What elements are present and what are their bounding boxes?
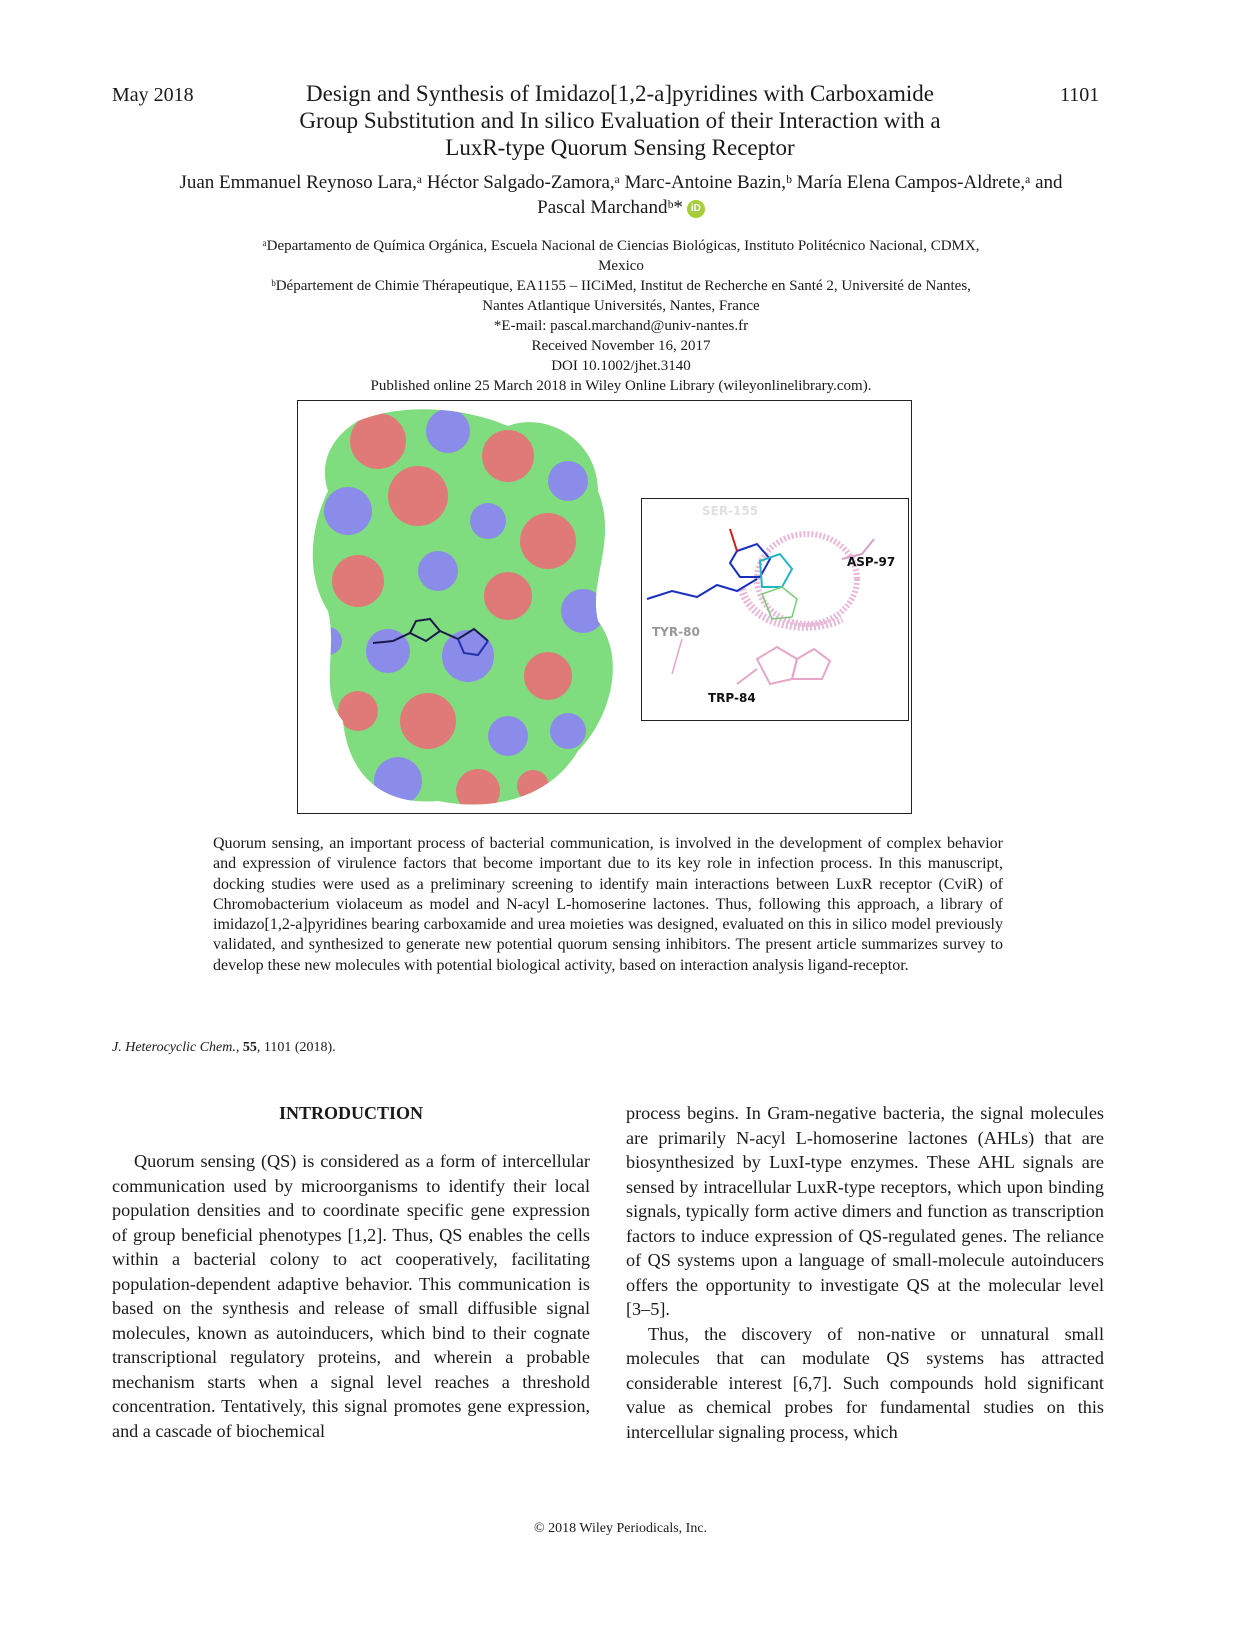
title-line-2: Group Substitution and In silico Evaluation of their Interaction with a	[299, 108, 941, 133]
affiliation-a-line-2: Mexico	[598, 258, 644, 274]
docking-detail-inset	[641, 498, 909, 721]
author-line-2	[112, 195, 1130, 220]
residue-label-asp97: ASP-97	[847, 555, 896, 569]
intro-paragraph-2: Thus, the discovery of non-native or unnatural small molecules that can modulate QS systems has attracted considerable interest [6,7]. Such compounds hold significant value as chemical probes for fundamental studies on this intercellular signaling process, which	[626, 1323, 1104, 1442]
protein-surface-image	[298, 401, 638, 813]
ligand-binding-image	[642, 499, 907, 719]
doi-line[interactable]: DOI 10.1002/jhet.3140	[551, 358, 691, 374]
section-heading-introduction: INTRODUCTION	[278, 1103, 424, 1123]
journal-citation: J. Heterocyclic Chem., 55, 1101 (2018).	[112, 1040, 336, 1055]
intro-paragraph-1: Quorum sensing (QS) is considered as a form of intercellular communication used by microorganisms to identify their local population densities and to coordinate specific gene expression of group beneficial phenotypes [1,2]. Thus, QS enables the cells within a bacterial colony to act cooperatively, facilitating population-dependent adaptive behavior. This communication is based on the synthesis and release of small diffusible signal molecules, known as autoinducers, which bind to their cognate transcriptional regulatory proteins, and wherein a probable mechanism starts when a signal level reaches a threshold concentration. Tentatively, this signal promotes gene expression, and a cascade of biochemical	[112, 1151, 590, 1441]
citation-journal: J. Heterocyclic Chem.	[112, 1040, 236, 1055]
affiliation-b-line-1: ᵇDépartement de Chimie Thérapeutique, EA1155 – IICiMed, Institut de Recherche en Santé 2, Université de Nantes,	[271, 278, 971, 294]
residue-label-ser155: SER-155	[702, 504, 759, 518]
orcid-icon[interactable]: iD	[687, 200, 705, 218]
published-line: Published online 25 March 2018 in Wiley Online Library (wileyonlinelibrary.com).	[370, 378, 872, 394]
intro-paragraph-1-continued: process begins. In Gram-negative bacteria, the signal molecules are primarily N-acyl L-homoserine lactones (AHLs) that are biosynthesized by LuxI-type enzymes. These AHL signals are sensed by intracellular LuxR-type receptors, which upon binding signals, typically form active dimers and function as transcription factors to induce expression of QS-regulated genes. The reliance of QS systems upon a language of small-molecule autoinducers offers the opportunity to investigate QS at the molecular level [3–5].	[626, 1103, 1104, 1319]
author-list	[112, 170, 1130, 220]
email-line[interactable]: *E-mail: pascal.marchand@univ-nantes.fr	[493, 318, 749, 334]
citation-volume: 55	[242, 1040, 257, 1055]
citation-rest: , 1101 (2018).	[256, 1040, 336, 1055]
received-date: Received November 16, 2017	[531, 338, 711, 354]
affiliation-b-line-2: Nantes Atlantique Universités, Nantes, France	[482, 298, 760, 314]
title-line-1: Design and Synthesis of Imidazo[1,2-a]pyridines with Carboxamide	[306, 81, 934, 106]
page-number: 1101	[1060, 84, 1100, 106]
affiliations	[200, 236, 1042, 396]
body-column-left	[112, 1101, 590, 1443]
residue-label-trp84: TRP-84	[708, 691, 756, 705]
author-line-1: Juan Emmanuel Reynoso Lara,ᵃ Héctor Salgado-Zamora,ᵃ Marc-Antoine Bazin,ᵇ María Elena Campos-Aldrete,ᵃ and	[179, 172, 1063, 193]
title-line-3: LuxR-type Quorum Sensing Receptor	[445, 135, 795, 160]
footer-copyright: © 2018 Wiley Periodicals, Inc.	[533, 1521, 708, 1536]
header-date: May 2018	[112, 84, 194, 106]
graphical-abstract-figure	[297, 400, 912, 814]
body-column-right	[626, 1101, 1104, 1444]
affiliation-a-line-1: ᵃDepartamento de Química Orgánica, Escuela Nacional de Ciencias Biológicas, Instituto Politécnico Nacional, CDMX,	[262, 238, 980, 254]
article-title	[230, 80, 1010, 161]
abstract-text: Quorum sensing, an important process of bacterial communication, is involved in the development of complex behavior and expression of virulence factors that become important due to its key role in infection process. In this manuscript, docking studies were used as a preliminary screening to identify main interactions between LuxR receptor (CviR) of Chromobacterium violaceum as model and N-acyl L-homoserine lactones. Thus, following this approach, a library of imidazo[1,2-a]pyridines bearing carboxamide and urea moieties was designed, evaluated on this in silico model previously validated, and synthesized to generate new potential quorum sensing inhibitors. The present article summarizes survey to develop these new molecules with potential biological activity, based on interaction analysis ligand-receptor.	[213, 835, 1003, 974]
residue-label-tyr80: TYR-80	[652, 625, 700, 639]
corresponding-author: Pascal Marchandᵇ*	[537, 197, 683, 218]
